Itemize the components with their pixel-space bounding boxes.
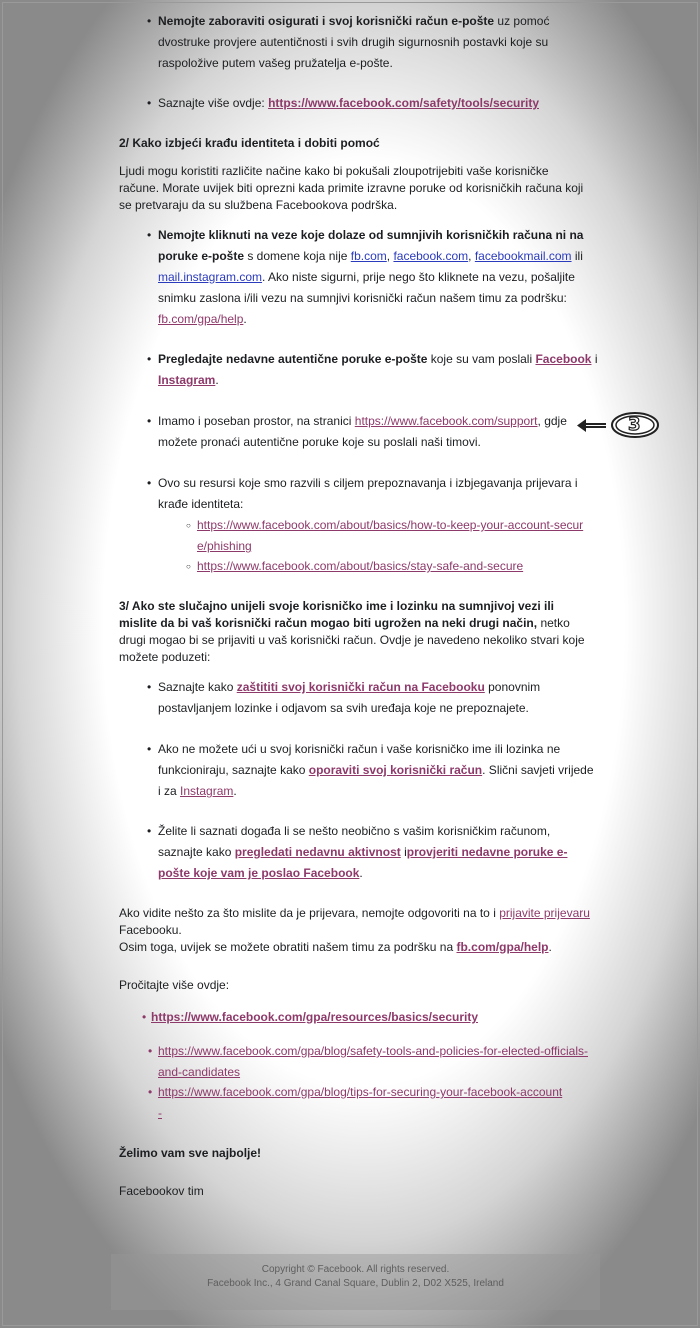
text: uz pomoć dvostruke provjere autentičnosti i svih drugih sigurnosnih postavki koje su raspoložive putem vašeg pružatelja e-pošte. [158, 14, 550, 70]
text: Imamo i poseban prostor, na stranici [158, 414, 355, 428]
text: i [591, 352, 598, 366]
text: . Slični savjeti vrijede i za [158, 763, 594, 798]
text: s domene koja nije [244, 249, 351, 263]
arrow-left-icon [576, 411, 660, 439]
text: Saznajte više ovdje: [158, 96, 269, 110]
text: netko drugi mogao bi se prijaviti u vaš korisnički račun. Ovdje je navedeno nekoliko stvari koje možete poduzeti: [119, 616, 585, 664]
section-3-heading [119, 598, 593, 666]
bold-text: Nemojte kliknuti na veze koje dolaze od sumnjivih korisničkih računa ni na poruke e-pošte [158, 228, 584, 263]
copyright-text: Copyright © Facebook. All rights reserved. [261, 1264, 450, 1275]
text: , [468, 249, 475, 263]
text: Želite li saznati događa li se nešto neobično s vašim korisničkim računom, saznajte kako [158, 824, 551, 859]
list-item-resources [158, 473, 598, 515]
support-link[interactable]: https://www.facebook.com/support [354, 414, 538, 428]
list-item-review-activity [158, 821, 578, 884]
security-tools-link[interactable]: https://www.facebook.com/safety/tools/security [268, 96, 540, 110]
text: i [400, 845, 407, 859]
facebook-link[interactable]: Facebook [535, 352, 592, 366]
bold-text: 3/ Ako ste slučajno unijeli svoje korisničko ime i lozinku na sumnjivoj vezi ili mislite da bi vaš korisnički račun mogao biti ugrožen na neki drugi način, [119, 599, 555, 630]
section-2-intro: Ljudi mogu koristiti različite načine kako bi pokušali zloupotrijebiti vaše korisničke račune. Morate uvijek biti oprezni kada primite izravne poruke od korisničkih računa koji se pretvaraju da su službena Facebookova podrška. [119, 164, 584, 212]
text: . [359, 866, 363, 880]
text: . [215, 373, 219, 387]
mail-instagram-link[interactable]: mail.instagram.com [158, 270, 263, 284]
recover-account-link[interactable]: oporaviti svoj korisnički račun [308, 763, 483, 777]
text: . [233, 784, 237, 798]
text: Ako ne možete ući u svoj korisnički račun i vaše korisničko ime ili lozinka ne funkcioniraju, saznajte kako [158, 742, 561, 777]
text: . [243, 312, 247, 326]
sub-item-phishing [197, 515, 592, 557]
list-item-recover-account [158, 739, 598, 802]
list-item-learn-more [158, 93, 598, 114]
text: , [386, 249, 394, 263]
list-item-secure-email [158, 11, 598, 74]
text: Saznajte kako [158, 680, 237, 694]
support-paragraph [119, 939, 589, 956]
securing-account-link[interactable]: https://www.facebook.com/gpa/blog/tips-for-securing-your-facebook-account- [158, 1085, 563, 1120]
bold-text: Pregledajte nedavne autentične poruke e-pošte [158, 352, 428, 366]
recent-emails-link[interactable]: provjeriti nedavne poruke e-pošte koje vam je poslao Facebook [158, 845, 568, 880]
bold-text: Nemojte zaboraviti osigurati i svoj korisnički račun e-pošte [158, 14, 495, 28]
list-item-elected-officials [158, 1041, 588, 1083]
instagram-link[interactable]: Instagram [180, 784, 234, 798]
section-2-heading: 2/ Kako izbjeći krađu identiteta i dobiti pomoć [119, 136, 380, 150]
protect-account-link[interactable]: zaštititi svoj korisnički račun na Facebooku [236, 680, 485, 694]
report-scam-link[interactable]: prijavite prijevaru [499, 906, 590, 920]
fb-com-link[interactable]: fb.com [350, 249, 387, 263]
address-text: Facebook Inc., 4 Grand Canal Square, Dublin 2, D02 X525, Ireland [207, 1278, 504, 1289]
text: Facebooku. [119, 923, 182, 937]
text: , gdje možete pronaći autentične poruke koje su poslali naši timovi. [158, 414, 567, 449]
gpa-help-link[interactable]: fb.com/gpa/help [158, 312, 244, 326]
gpa-help-link[interactable]: fb.com/gpa/help [456, 940, 549, 954]
text: ponovnim postavljanjem lozinke i odjavom sa svih uređaja koje ne prepoznajete. [158, 680, 541, 715]
text: . Ako niste sigurni, prije nego što kliknete na vezu, pošaljite snimku zaslona i/ili vezu na sumnjivi korisnički račun našem timu za podršku: [158, 270, 575, 305]
text: ili [571, 249, 583, 263]
text: Ako vidite nešto za što mislite da je prijevara, nemojte odgovoriti na to i [119, 906, 500, 920]
facebookmail-link[interactable]: facebookmail.com [474, 249, 572, 263]
list-item-securing-account [158, 1082, 563, 1124]
sub-item-stay-safe [197, 556, 597, 577]
text: Osim toga, uvijek se možete obratiti našem timu za podršku na [119, 940, 457, 954]
facebook-com-link[interactable]: facebook.com [393, 249, 469, 263]
text: Ovo su resursi koje smo razvili s ciljem prepoznavanja i izbjegavanja prijevara i krađe identiteta: [158, 476, 578, 511]
list-item-support-page [158, 411, 573, 453]
gpa-security-link[interactable]: https://www.facebook.com/gpa/resources/basics/security [151, 1010, 478, 1024]
phishing-link[interactable]: https://www.facebook.com/about/basics/how-to-keep-your-account-secure/phishing [197, 518, 584, 553]
instagram-link[interactable]: Instagram [158, 373, 216, 387]
text: koje su vam poslali [427, 352, 536, 366]
closing-wish: Želimo vam sve najbolje! [119, 1146, 262, 1160]
report-paragraph [119, 905, 594, 939]
elected-officials-link[interactable]: https://www.facebook.com/gpa/blog/safety-tools-and-policies-for-elected-officials-and-candidates [158, 1044, 588, 1079]
footer [111, 1254, 600, 1310]
list-item-gpa-security [151, 1007, 591, 1028]
read-more-label: Pročitajte više ovdje: [119, 978, 230, 992]
list-item-protect-account [158, 677, 598, 719]
signature: Facebookov tim [119, 1184, 204, 1198]
list-item-dont-click [158, 225, 598, 330]
annotation-number: 3 [628, 414, 641, 435]
text: . [548, 940, 552, 954]
list-item-review-emails [158, 349, 598, 391]
annotation-marker [576, 411, 660, 439]
recent-activity-link[interactable]: pregledati nedavnu aktivnost [234, 845, 401, 859]
stay-safe-link[interactable]: https://www.facebook.com/about/basics/stay-safe-and-secure [197, 559, 524, 573]
